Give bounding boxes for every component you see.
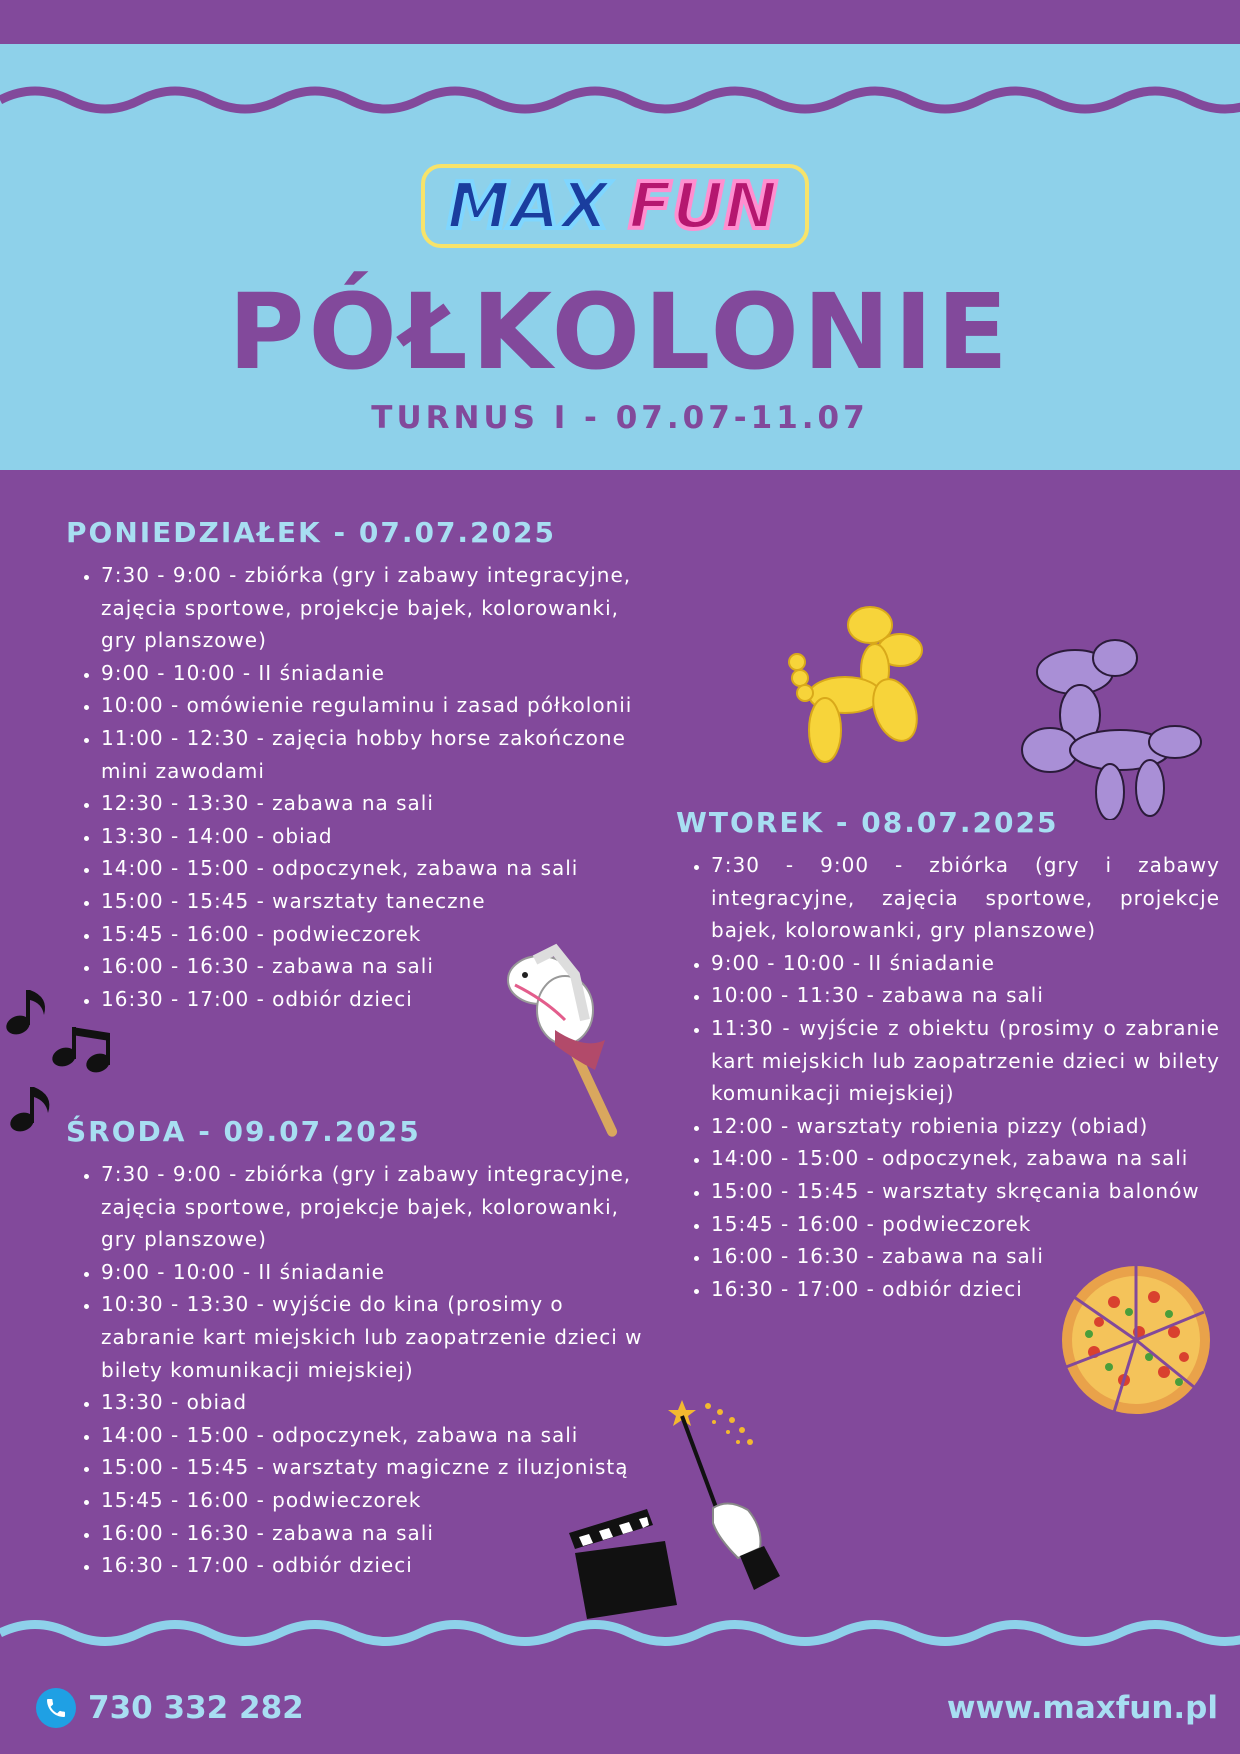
list-item: • 15:00 - 15:45 - warsztaty magiczne z iluzjonistą [101, 1451, 656, 1484]
list-item: • 14:00 - 15:00 - odpoczynek, zabawa na sali [101, 852, 656, 885]
schedule-list [676, 849, 1220, 1305]
day-tuesday [676, 806, 1220, 1305]
phone-number: 730 332 282 [88, 1690, 304, 1726]
list-item: • 7:30 - 9:00 - zbiórka (gry i zabawy integracyjne, zajęcia sportowe, projekcje bajek, kolorowanki, gry planszowe) [711, 849, 1220, 947]
maxfun-logo [420, 158, 810, 254]
phone-icon [36, 1688, 76, 1728]
list-item: • 16:00 - 16:30 - zabawa na sali [711, 1240, 1220, 1273]
list-item: • 10:00 - 11:30 - zabawa na sali [711, 979, 1220, 1012]
svg-text:MAX: MAX [446, 170, 610, 244]
list-item: • 11:30 - wyjście z obiektu (prosimy o zabranie kart miejskich lub zaopatrzenie dzieci w bilety komunikacji miejskiej) [711, 1012, 1220, 1110]
page-title: PÓŁKOLONIE [228, 271, 1012, 393]
list-item: • 16:30 - 17:00 - odbiór dzieci [711, 1273, 1220, 1306]
list-item: • 15:45 - 16:00 - podwieczorek [101, 918, 656, 951]
pizza-icon [1054, 1262, 1218, 1418]
day-heading: WTOREK - 08.07.2025 [676, 806, 1059, 839]
list-item: • 11:00 - 12:30 - zajęcia hobby horse zakończone mini zawodami [101, 722, 656, 787]
footer-phone[interactable] [36, 1686, 304, 1730]
list-item: • 12:30 - 13:30 - zabawa na sali [101, 787, 656, 820]
website-link[interactable]: www.maxfun.pl [946, 1690, 1218, 1726]
svg-text:FUN: FUN [628, 170, 778, 244]
list-item: • 14:00 - 15:00 - odpoczynek, zabawa na sali [101, 1419, 656, 1452]
list-item: • 7:30 - 9:00 - zbiórka (gry i zabawy integracyjne, zajęcia sportowe, projekcje bajek, kolorowanki, gry planszowe) [101, 1158, 656, 1256]
day-heading: ŚRODA - 09.07.2025 [66, 1115, 421, 1148]
list-item: • 15:00 - 15:45 - warsztaty taneczne [101, 885, 656, 918]
top-wave-decoration [0, 80, 1240, 130]
clapperboard-icon [565, 1505, 680, 1623]
list-item: • 15:45 - 16:00 - podwieczorek [101, 1484, 656, 1517]
list-item: • 16:30 - 17:00 - odbiór dzieci [101, 1549, 656, 1582]
list-item: • 16:30 - 17:00 - odbiór dzieci [101, 983, 656, 1016]
magic-wand-icon [668, 1398, 798, 1590]
list-item: • 13:30 - obiad [101, 1386, 656, 1419]
music-notes-icon [4, 985, 124, 1140]
list-item: • 9:00 - 10:00 - II śniadanie [101, 657, 656, 690]
hobby-horse-icon [495, 930, 635, 1140]
list-item: • 16:00 - 16:30 - zabawa na sali [101, 1517, 656, 1550]
list-item: • 13:30 - 14:00 - obiad [101, 820, 656, 853]
list-item: • 9:00 - 10:00 - II śniadanie [711, 947, 1220, 980]
bottom-wave-decoration [0, 1608, 1240, 1658]
list-item: • 9:00 - 10:00 - II śniadanie [101, 1256, 656, 1289]
list-item: • 15:45 - 16:00 - podwieczorek [711, 1208, 1220, 1241]
list-item: • 14:00 - 15:00 - odpoczynek, zabawa na sali [711, 1142, 1220, 1175]
page-subtitle: TURNUS I - 07.07-11.07 [371, 400, 869, 436]
balloon-dog-purple-icon [1020, 630, 1205, 820]
list-item: • 16:00 - 16:30 - zabawa na sali [101, 950, 656, 983]
balloon-dog-yellow-icon [785, 600, 935, 770]
list-item: • 10:00 - omówienie regulaminu i zasad półkolonii [101, 689, 656, 722]
list-item: • 7:30 - 9:00 - zbiórka (gry i zabawy integracyjne, zajęcia sportowe, projekcje bajek, kolorowanki, gry planszowe) [101, 559, 656, 657]
day-heading: PONIEDZIAŁEK - 07.07.2025 [66, 516, 556, 549]
list-item: • 12:00 - warsztaty robienia pizzy (obiad) [711, 1110, 1220, 1143]
list-item: • 15:00 - 15:45 - warsztaty skręcania balonów [711, 1175, 1220, 1208]
list-item: • 10:30 - 13:30 - wyjście do kina (prosimy o zabranie kart miejskich lub zaopatrzenie dzieci w bilety komunikacji miejskiej) [101, 1288, 656, 1386]
